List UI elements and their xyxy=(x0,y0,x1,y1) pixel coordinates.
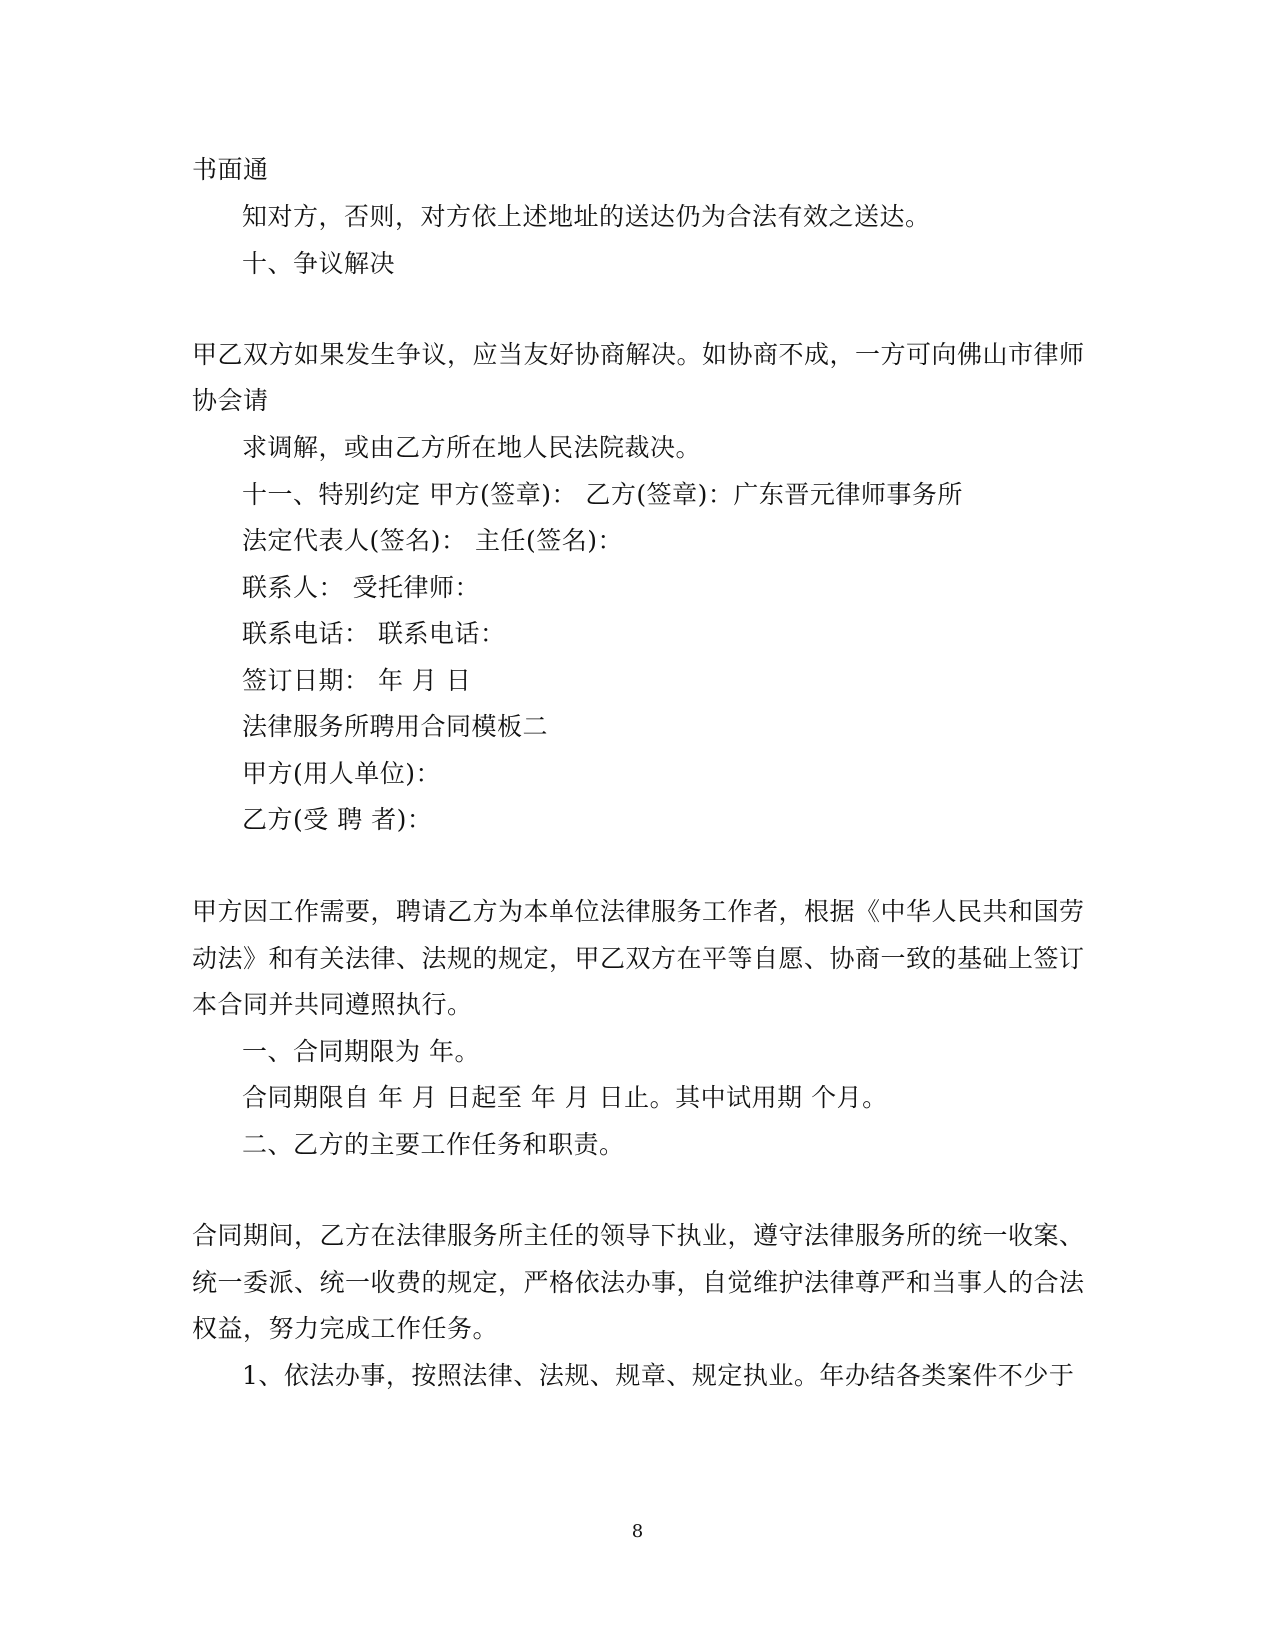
text-line: 求调解，或由乙方所在地人民法院裁决。 xyxy=(242,433,702,462)
text-line: 知对方，否则，对方依上述地址的送达仍为合法有效之送达。 xyxy=(242,202,931,231)
page-number: 8 xyxy=(631,1521,644,1542)
section-heading: 十、争议解决 xyxy=(242,249,396,278)
section-heading: 十一、特别约定 甲方(签章)： 乙方(签章)：广东晋元律师事务所 xyxy=(242,480,963,509)
text-line: 动法》和有关法律、法规的规定，甲乙双方在平等自愿、协商一致的基础上签订 xyxy=(192,944,1085,973)
party-line: 乙方(受 聘 者)： xyxy=(242,805,433,834)
text-line: 协会请 xyxy=(192,386,269,415)
text-line: 统一委派、统一收费的规定，严格依法办事，自觉维护法律尊严和当事人的合法 xyxy=(192,1268,1085,1297)
text-line: 甲乙双方如果发生争议，应当友好协商解决。如协商不成，一方可向佛山市律师 xyxy=(192,340,1085,369)
signature-line: 联系人： 受托律师： xyxy=(242,573,480,602)
signature-line: 联系电话： 联系电话： xyxy=(242,619,506,648)
text-line: 书面通 xyxy=(192,155,269,184)
document-subtitle: 法律服务所聘用合同模板二 xyxy=(242,712,549,741)
text-line: 合同期间，乙方在法律服务所主任的领导下执业，遵守法律服务所的统一收案、 xyxy=(192,1221,1085,1250)
section-heading: 一、合同期限为 年。 xyxy=(242,1037,480,1066)
text-line: 权益，努力完成工作任务。 xyxy=(192,1314,499,1343)
signature-line: 法定代表人(签名)： 主任(签名)： xyxy=(242,526,623,555)
text-line: 1、依法办事，按照法律、法规、规章、规定执业。年办结各类案件不少于 xyxy=(242,1361,1075,1390)
text-line: 甲方因工作需要，聘请乙方为本单位法律服务工作者，根据《中华人民共和国劳 xyxy=(192,897,1085,926)
signature-line: 签订日期： 年 月 日 xyxy=(242,666,472,695)
section-heading: 二、乙方的主要工作任务和职责。 xyxy=(242,1130,625,1159)
party-line: 甲方(用人单位)： xyxy=(242,759,442,788)
text-line: 本合同并共同遵照执行。 xyxy=(192,990,473,1019)
text-line: 合同期限自 年 月 日起至 年 月 日止。其中试用期 个月。 xyxy=(242,1083,888,1112)
